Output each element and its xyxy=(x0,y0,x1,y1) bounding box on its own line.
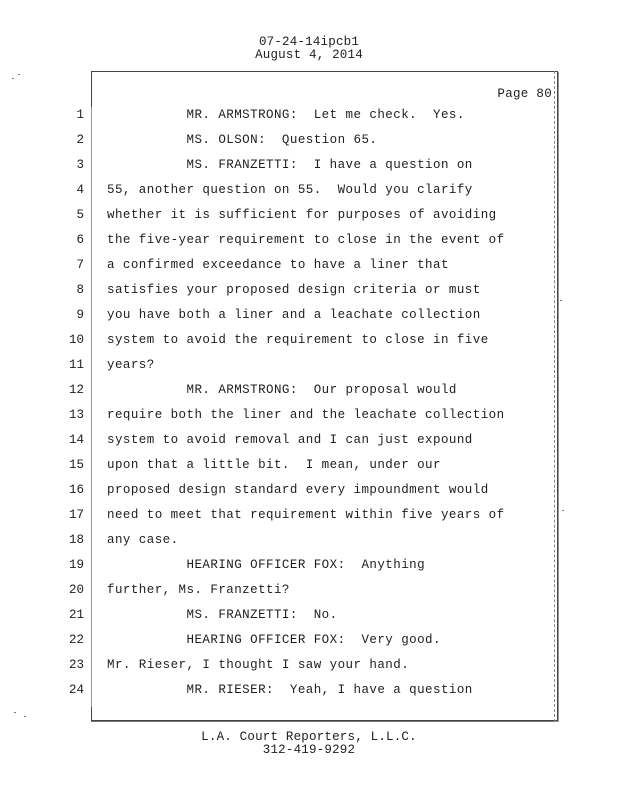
transcript-line xyxy=(0,107,618,132)
transcript-line xyxy=(0,682,618,707)
line-number: 12 xyxy=(68,383,84,397)
transcript-line xyxy=(0,182,618,207)
line-number: 17 xyxy=(68,508,84,522)
transcript-line xyxy=(0,407,618,432)
line-number: 5 xyxy=(76,208,84,222)
line-number: 6 xyxy=(76,233,84,247)
line-number: 24 xyxy=(68,683,84,697)
line-number: 15 xyxy=(68,458,84,472)
line-text: need to meet that requirement within five years of xyxy=(107,508,505,522)
line-text: MR. RIESER: Yeah, I have a question xyxy=(107,683,473,697)
line-text: system to avoid removal and I can just expound xyxy=(107,433,473,447)
line-text: system to avoid the requirement to close in five xyxy=(107,333,489,347)
line-text: further, Ms. Franzetti? xyxy=(107,583,290,597)
transcript-line xyxy=(0,307,618,332)
line-number: 10 xyxy=(68,333,84,347)
line-text: MS. OLSON: Question 65. xyxy=(107,133,378,147)
transcript-line xyxy=(0,232,618,257)
hearing-date: August 4, 2014 xyxy=(255,48,363,62)
transcript-line xyxy=(0,132,618,157)
line-number: 1 xyxy=(76,108,84,122)
line-text: any case. xyxy=(107,533,179,547)
line-text: Mr. Rieser, I thought I saw your hand. xyxy=(107,658,410,672)
transcript-line xyxy=(0,607,618,632)
page-number: Page 80 xyxy=(497,87,552,101)
court-reporter-name: L.A. Court Reporters, L.L.C. xyxy=(201,730,417,744)
line-text: require both the liner and the leachate collection xyxy=(107,408,505,422)
transcript-line xyxy=(0,157,618,182)
transcript-line xyxy=(0,357,618,382)
scan-speck xyxy=(24,716,26,717)
scan-speck xyxy=(14,712,16,713)
line-text: MS. FRANZETTI: No. xyxy=(107,608,338,622)
line-number: 20 xyxy=(68,583,84,597)
line-number: 8 xyxy=(76,283,84,297)
line-text: whether it is sufficient for purposes of avoiding xyxy=(107,208,497,222)
transcript-line xyxy=(0,457,618,482)
line-text: MS. FRANZETTI: I have a question on xyxy=(107,158,473,172)
scan-speck xyxy=(18,74,20,75)
line-text: you have both a liner and a leachate collection xyxy=(107,308,481,322)
transcript-line xyxy=(0,482,618,507)
line-number: 3 xyxy=(76,158,84,172)
line-number: 4 xyxy=(76,183,84,197)
line-number: 19 xyxy=(68,558,84,572)
case-number: 07-24-14ipcb1 xyxy=(258,35,360,49)
transcript-line xyxy=(0,257,618,282)
transcript-line xyxy=(0,557,618,582)
line-number: 21 xyxy=(68,608,84,622)
transcript-line xyxy=(0,532,618,557)
transcript-footer xyxy=(0,731,618,757)
line-number: 13 xyxy=(68,408,84,422)
line-text: HEARING OFFICER FOX: Anything xyxy=(107,558,426,572)
line-text: a confirmed exceedance to have a liner that xyxy=(107,258,449,272)
transcript-line xyxy=(0,332,618,357)
line-text: the five-year requirement to close in the event of xyxy=(107,233,505,247)
court-reporter-phone: 312-419-9292 xyxy=(262,743,356,757)
transcript-line xyxy=(0,582,618,607)
line-number: 22 xyxy=(68,633,84,647)
line-number: 9 xyxy=(76,308,84,322)
transcript-header xyxy=(0,36,618,62)
line-text: HEARING OFFICER FOX: Very good. xyxy=(107,633,441,647)
transcript-lines xyxy=(0,107,618,707)
line-number: 7 xyxy=(76,258,84,272)
line-text: MR. ARMSTRONG: Let me check. Yes. xyxy=(107,108,465,122)
transcript-line xyxy=(0,632,618,657)
line-text: satisfies your proposed design criteria or must xyxy=(107,283,481,297)
line-text: proposed design standard every impoundment would xyxy=(107,483,489,497)
line-number: 14 xyxy=(68,433,84,447)
transcript-line xyxy=(0,657,618,682)
line-text: years? xyxy=(107,358,155,372)
line-number: 11 xyxy=(68,358,84,372)
line-number: 23 xyxy=(68,658,84,672)
transcript-line xyxy=(0,282,618,307)
transcript-line xyxy=(0,382,618,407)
line-number: 16 xyxy=(68,483,84,497)
line-text: MR. ARMSTRONG: Our proposal would xyxy=(107,383,457,397)
transcript-line xyxy=(0,507,618,532)
transcript-line xyxy=(0,432,618,457)
scan-speck xyxy=(562,510,564,511)
line-number: 18 xyxy=(68,533,84,547)
line-number: 2 xyxy=(76,133,84,147)
scan-speck xyxy=(560,300,562,301)
transcript-line xyxy=(0,207,618,232)
scan-speck xyxy=(12,78,14,79)
line-text: upon that a little bit. I mean, under our xyxy=(107,458,441,472)
line-text: 55, another question on 55. Would you clarify xyxy=(107,183,473,197)
